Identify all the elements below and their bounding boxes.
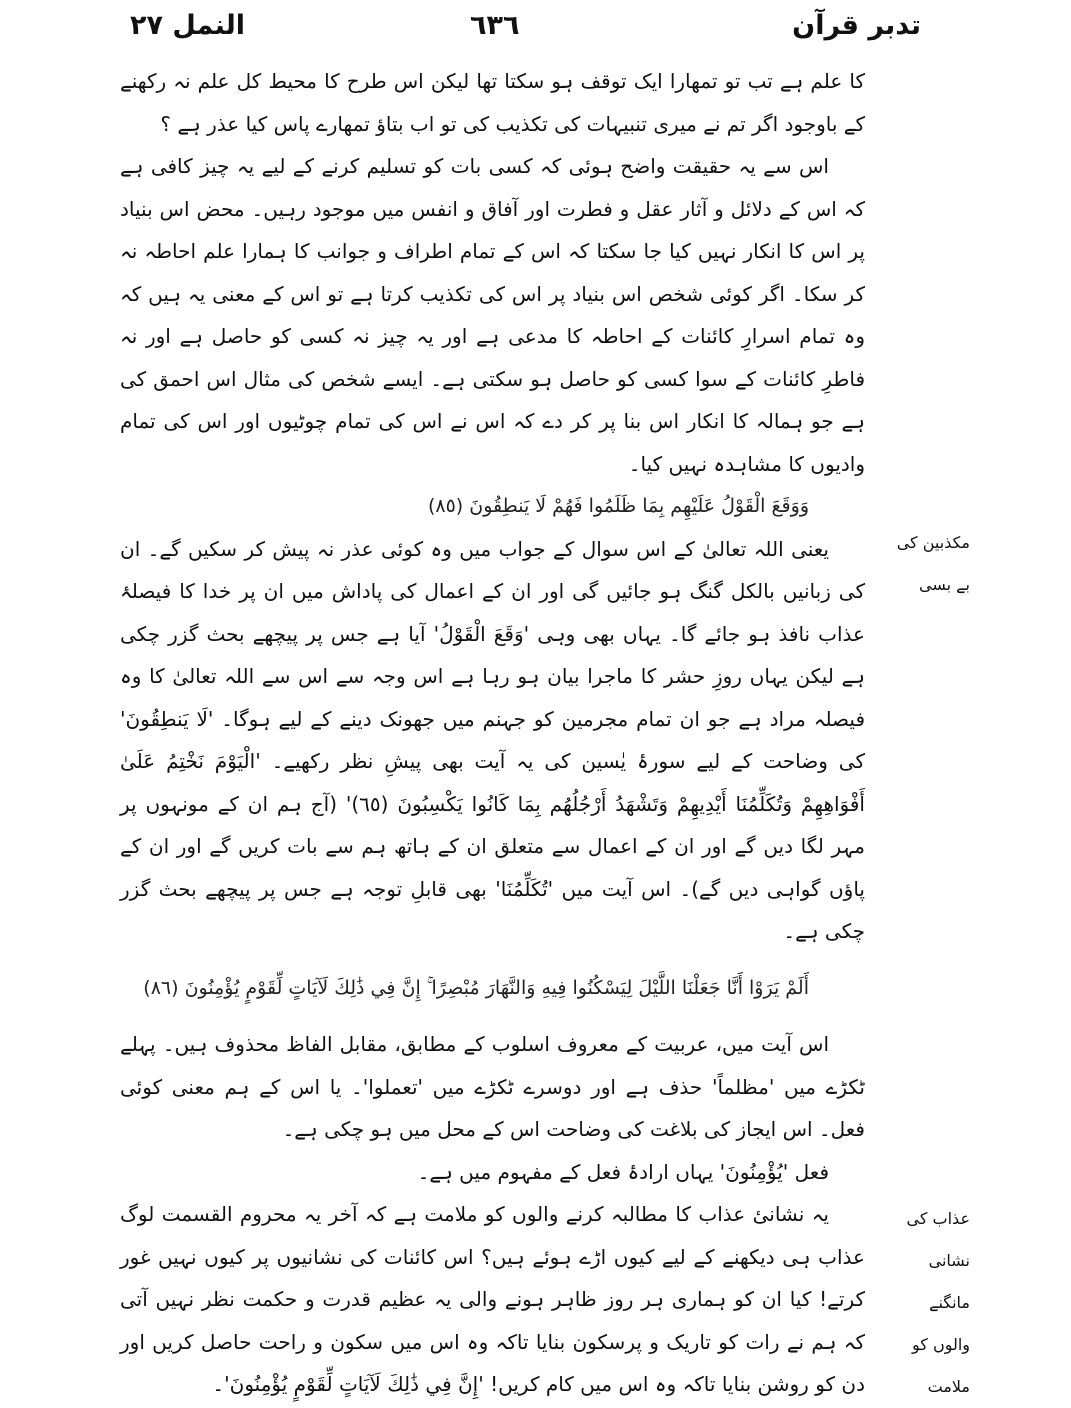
- margin-note-line: ملامت: [927, 1377, 970, 1396]
- quran-verse: أَلَمْ يَرَوْا أَنَّا جَعَلْنَا اللَّيْلَ لِيَسْكُنُوا فِيهِ وَالنَّهَارَ مُبْصِرًا ۚ إِنَّ فِي ذَٰلِكَ لَآيَاتٍ لِّقَوْمٍ يُؤْمِنُونَ (٨٦): [143, 976, 809, 999]
- margin-note-line: نشانی مانگنے: [928, 1251, 970, 1312]
- main-text: [120, 60, 865, 1406]
- margin-note-line: بے بسی: [919, 575, 970, 594]
- margin-note-line: والوں کو: [911, 1335, 970, 1354]
- margin-note-line: مکذبین کی: [896, 533, 970, 552]
- paragraph: یعنی اللہ تعالیٰ کے اس سوال کے جواب میں وہ کوئی عذر نہ پیش کر سکیں گے۔ ان کی زبانیں بالکل گنگ ہو جائیں گی اور ان کے اعمال کی پاداش میں ان پر خدا کا فیصلۂ عذاب نافذ ہو جائے گا۔ یہاں بھی وہی 'وَقَعَ الْقَوْلُ' آیا ہے جس پر پیچھے بحث گزر چکی ہے لیکن یہاں روزِ حشر کا ماجرا بیان ہو رہا ہے اس وجہ سے اس سے اللہ تعالیٰ کا وہ فیصلہ مراد ہے جو ان تمام مجرمین کو جہنم میں جھونک دینے کے لیے ہوگا۔ 'لَا يَنطِقُونَ' کی وضاحت کے لیے سورۂ یٰسین کی یہ آیت بھی پیشِ نظر رکھیے۔ 'الْيَوْمَ نَخْتِمُ عَلَىٰ أَفْوَاهِهِمْ وَتُكَلِّمُنَا أَيْدِيهِمْ وَتَشْهَدُ أَرْجُلُهُم بِمَا كَانُوا يَكْسِبُونَ (٦٥)' (آج ہم ان کے مونہوں پر مہر لگا دیں گے اور ان کے اعمال سے متعلق ان کے ہاتھ ہم سے بات کریں گے اور ان کے پاؤں گواہی دیں گے)۔ اس آیت میں 'تُكَلِّمُنَا' بھی قابلِ توجہ ہے جس پر پیچھے بحث گزر چکی ہے۔: [120, 536, 865, 943]
- margin-note-line: عذاب کی: [906, 1209, 970, 1228]
- paragraph: کا علم ہے تب تو تمھارا ایک توقف ہو سکتا تھا لیکن اس طرح کا محیط کل علم نہ رکھنے کے باوجود اگر تم نے میری تنبیہات کی تکذیب کی تو اب بتاؤ تمھارے پاس کیا عذر ہے ؟: [120, 69, 865, 136]
- paragraph: فعل 'يُؤْمِنُونَ' یہاں ارادۂ فعل کے مفہوم میں ہے۔: [417, 1159, 829, 1184]
- paragraph: یہ نشانیٔ عذاب کا مطالبہ کرنے والوں کو ملامت ہے کہ آخر یہ محروم القسمت لوگ عذاب ہی دیکھنے کے لیے کیوں اڑے ہوئے ہیں؟ اس کائنات کی نشانیوں پر کیوں نہیں غور کرتے! کیا ان کو ہماری ہر روز ظاہر ہونے والی یہ عظیم قدرت و حکمت نظر نہیں آتی کہ ہم نے رات کو تاریک و پرسکون بنایا تاکہ وہ اس میں سکون و راحت حاصل کریں اور دن کو روشن بنایا تاکہ وہ اس میں کام کریں! 'إِنَّ فِي ذَٰلِكَ لَآيَاتٍ لِّقَوْمٍ يُؤْمِنُونَ'۔: [120, 1202, 865, 1396]
- page-number: ٦٣٦: [470, 10, 520, 41]
- margin-note-helplessness: [890, 522, 970, 606]
- paragraph: اس آیت میں، عربیت کے معروف اسلوب کے مطابق، مقابل الفاظ محذوف ہیں۔ پہلے ٹکڑے میں 'مظلماً' حذف ہے اور دوسرے ٹکڑے میں 'تعملوا'۔ یا اس کے ہم معنی کوئی فعل۔ اس ایجاز کی بلاغت کی وضاحت اس کے محل میں ہو چکی ہے۔: [120, 1032, 865, 1141]
- quran-verse: وَوَقَعَ الْقَوْلُ عَلَيْهِم بِمَا ظَلَمُوا فَهُمْ لَا يَنطِقُونَ (٨٥): [427, 495, 809, 517]
- book-title: تدبر قرآن: [792, 10, 921, 41]
- paragraph: اس سے یہ حقیقت واضح ہوئی کہ کسی بات کو تسلیم کرنے کے لیے یہ چیز کافی ہے کہ اس کے دلائل و آثار عقل و فطرت اور آفاق و انفس میں موجود رہیں۔ محض اس بنیاد پر اس کا انکار نہیں کیا جا سکتا کہ اس کے تمام اطراف و جوانب کا ہمارا علم احاطہ نہ کر سکا۔ اگر کوئی شخص اس بنیاد پر اس کی تکذیب کرتا ہے تو اس کے معنی یہ ہیں کہ وہ تمام اسرارِ کائنات کے احاطہ کا مدعی ہے اور یہ چیز نہ کسی کو حاصل ہے اور نہ فاطرِ کائنات کے سوا کسی کو حاصل ہو سکتی ہے۔ ایسے شخص کی مثال اس احمق کی ہے جو ہمالہ کا انکار اس بنا پر کر دے کہ اس نے اس کی تمام چوٹیوں اور اس کی تمام وادیوں کا مشاہدہ نہیں کیا۔: [120, 154, 865, 476]
- margin-note-reproach: [890, 1198, 970, 1408]
- surah-name: النمل ٢٧: [130, 10, 245, 41]
